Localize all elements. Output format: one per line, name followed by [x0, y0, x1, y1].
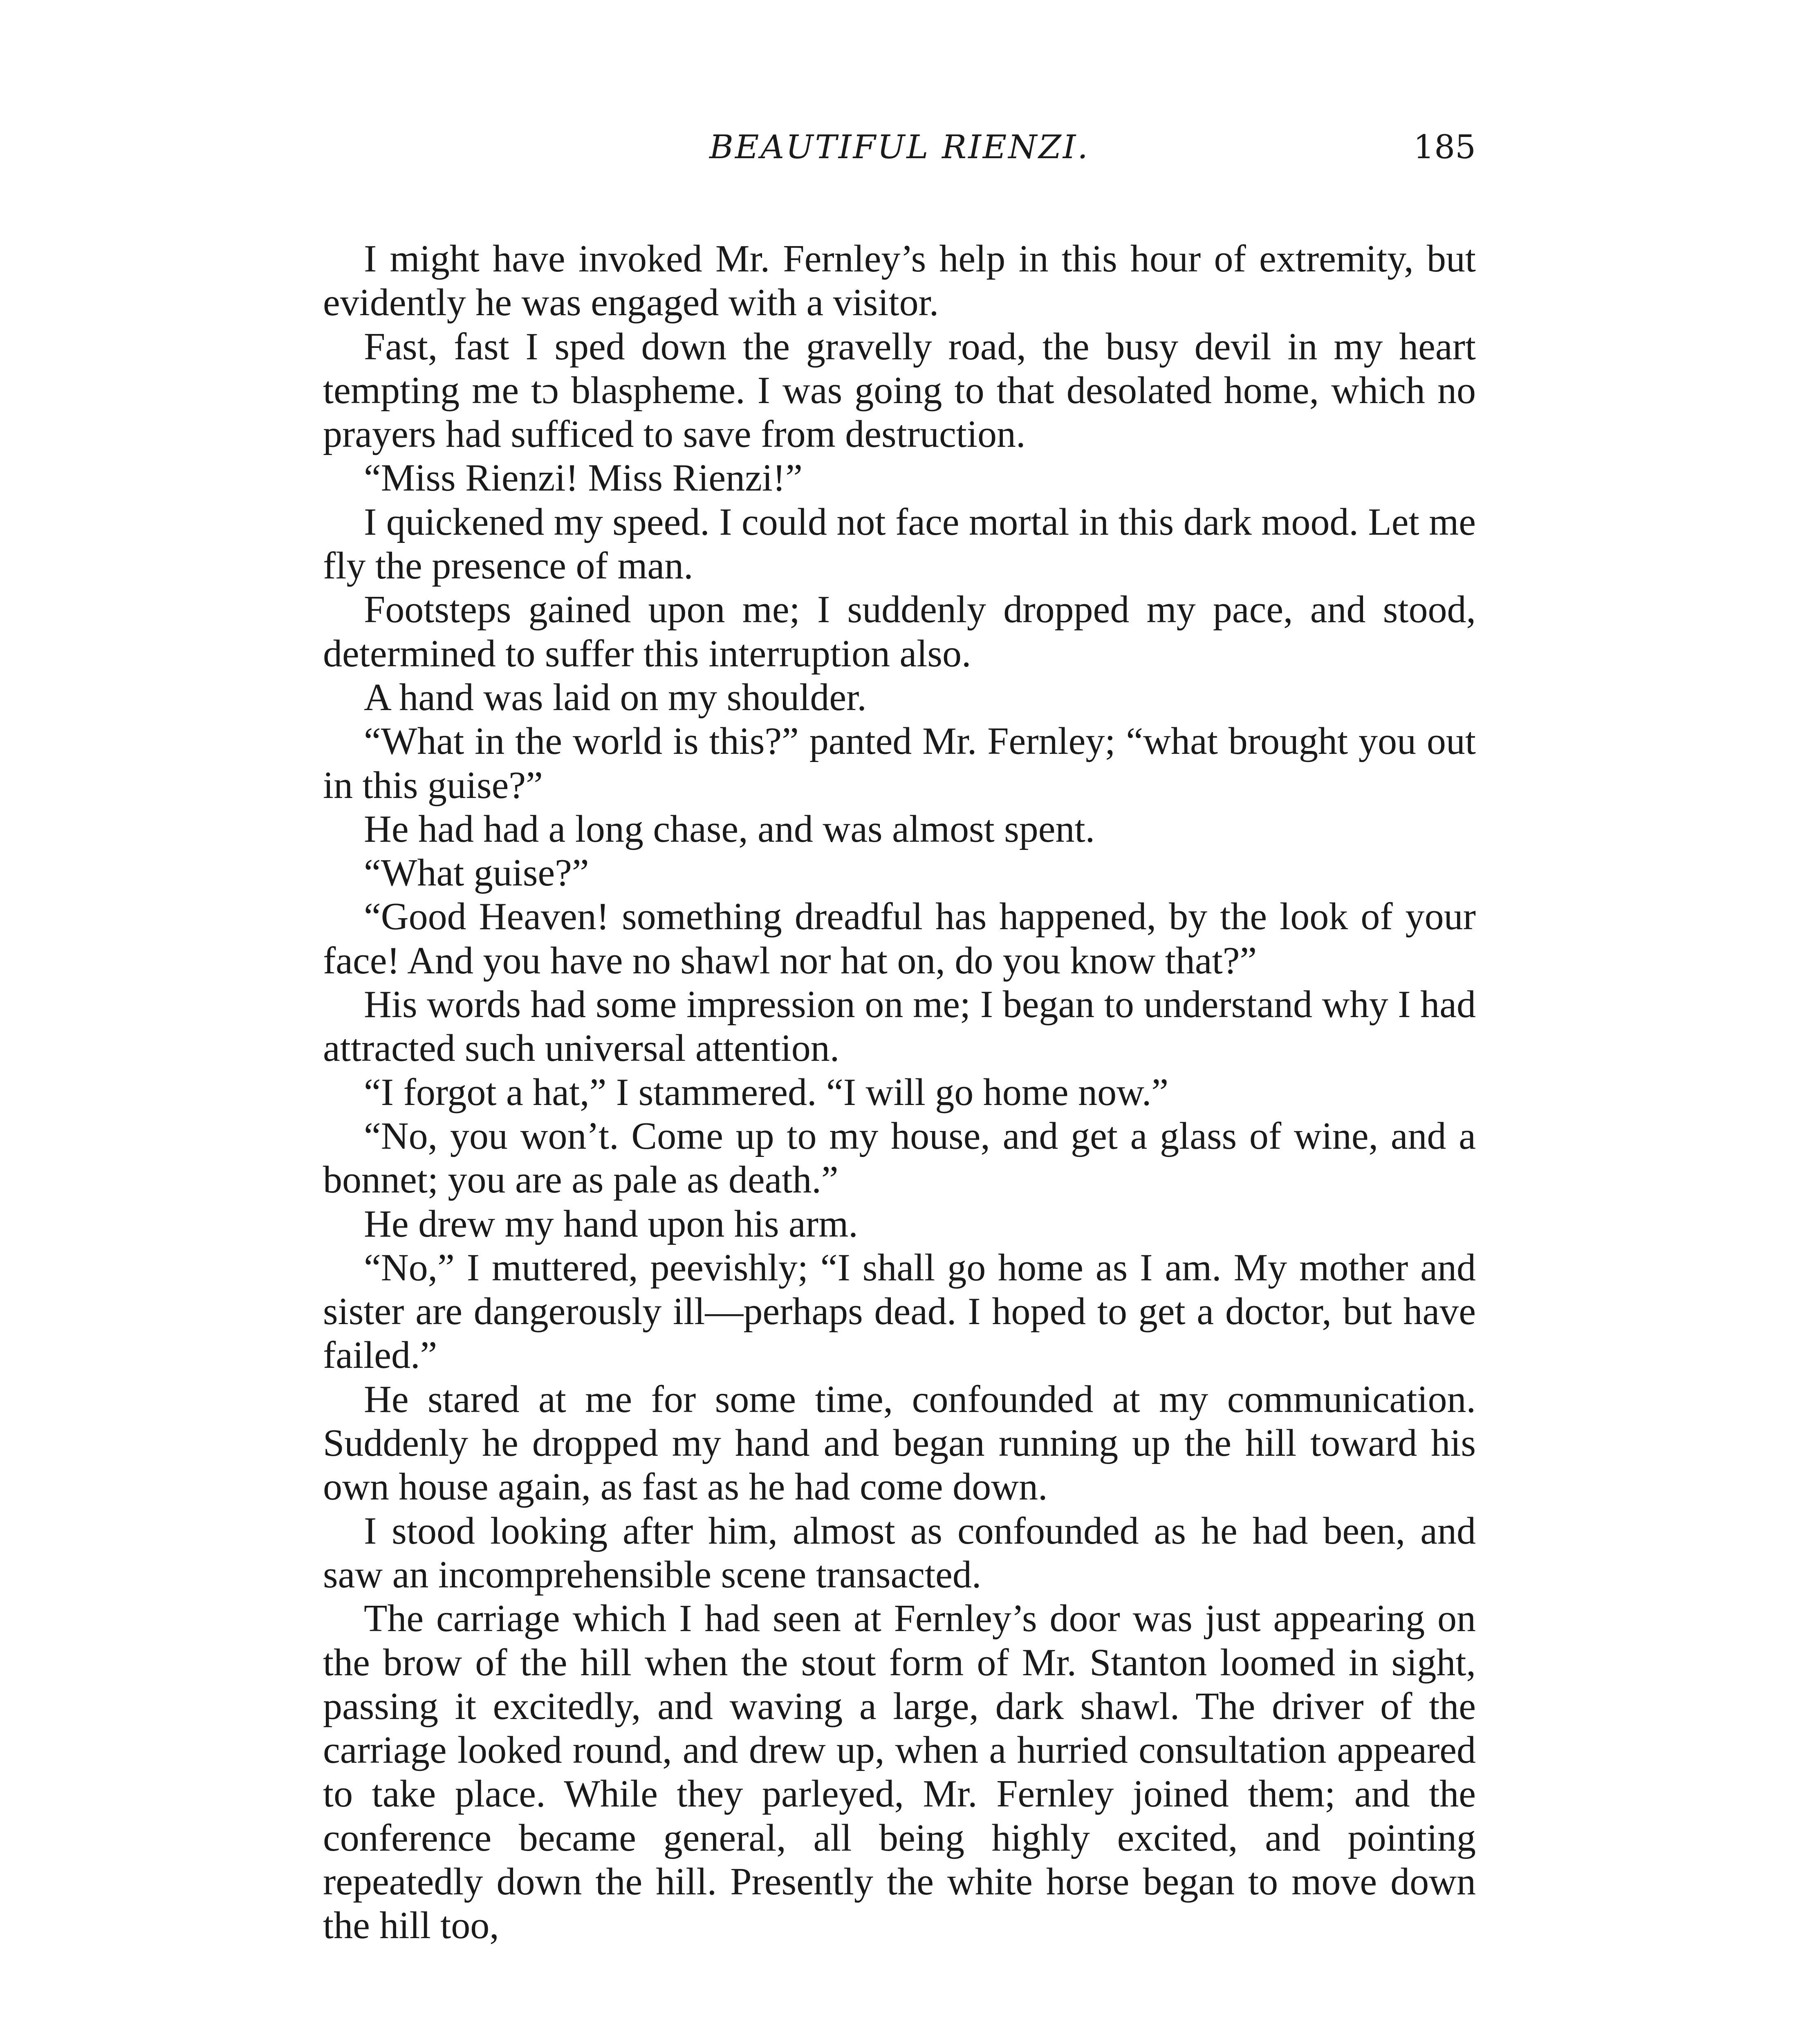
page-number: 185	[1413, 128, 1476, 166]
body-text	[323, 237, 1476, 1948]
paragraph: Fast, fast I sped down the gravelly road, the busy devil in my heart tempting me tɔ blaspheme. I was going to that desolated home, which no prayers had sufficed to save from destruction.	[323, 325, 1476, 456]
paragraph: “What guise?”	[364, 852, 589, 894]
paragraph: He stared at me for some time, confounded at my communication. Suddenly he dropped my hand and began running up the hill toward his own house again, as fast as he had come down.	[323, 1378, 1476, 1508]
paragraph: Footsteps gained upon me; I suddenly dropped my pace, and stood, determined to suffer this interruption also.	[323, 588, 1476, 675]
paragraph: “Good Heaven! something dreadful has happened, by the look of your face! And you have no shawl nor hat on, do you know that?”	[323, 895, 1476, 982]
running-head	[323, 123, 1476, 172]
running-title: BEAUTIFUL RIENZI.	[709, 128, 1090, 166]
paragraph: He drew my hand upon his arm.	[364, 1202, 858, 1245]
paragraph: I stood looking after him, almost as confounded as he had been, and saw an incomprehensible scene transacted.	[323, 1509, 1476, 1596]
paragraph: He had had a long chase, and was almost spent.	[364, 807, 1095, 850]
paragraph: The carriage which I had seen at Fernley’s door was just appearing on the brow of the hill when the stout form of Mr. Stanton loomed in sight, passing it excitedly, and waving a large, dark shawl. The driver of the carriage looked round, and drew up, when a hurried consultation appeared to take place. While they parleyed, Mr. Fernley joined them; and the conference became general, all being highly excited, and pointing repeatedly down the hill. Presently the white horse began to move down the hill too,	[323, 1597, 1476, 1947]
paragraph: I quickened my speed. I could not face mortal in this dark mood. Let me fly the presence of man.	[323, 500, 1476, 587]
paragraph: A hand was laid on my shoulder.	[364, 676, 867, 719]
paragraph: “Miss Rienzi! Miss Rienzi!”	[364, 457, 803, 500]
paragraph: His words had some impression on me; I began to understand why I had attracted such universal attention.	[323, 983, 1476, 1070]
paragraph: “What in the world is this?” panted Mr. Fernley; “what brought you out in this guise?”	[323, 720, 1476, 807]
paragraph: “No, you won’t. Come up to my house, and get a glass of wine, and a bonnet; you are as pale as death.”	[323, 1114, 1476, 1201]
paragraph: “I forgot a hat,” I stammered. “I will go home now.”	[364, 1071, 1169, 1114]
paragraph: I might have invoked Mr. Fernley’s help in this hour of extremity, but evidently he was engaged with a visitor.	[323, 238, 1476, 324]
paragraph: “No,” I muttered, peevishly; “I shall go home as I am. My mother and sister are dangerously ill—perhaps dead. I hoped to get a doctor, but have failed.”	[323, 1246, 1476, 1377]
